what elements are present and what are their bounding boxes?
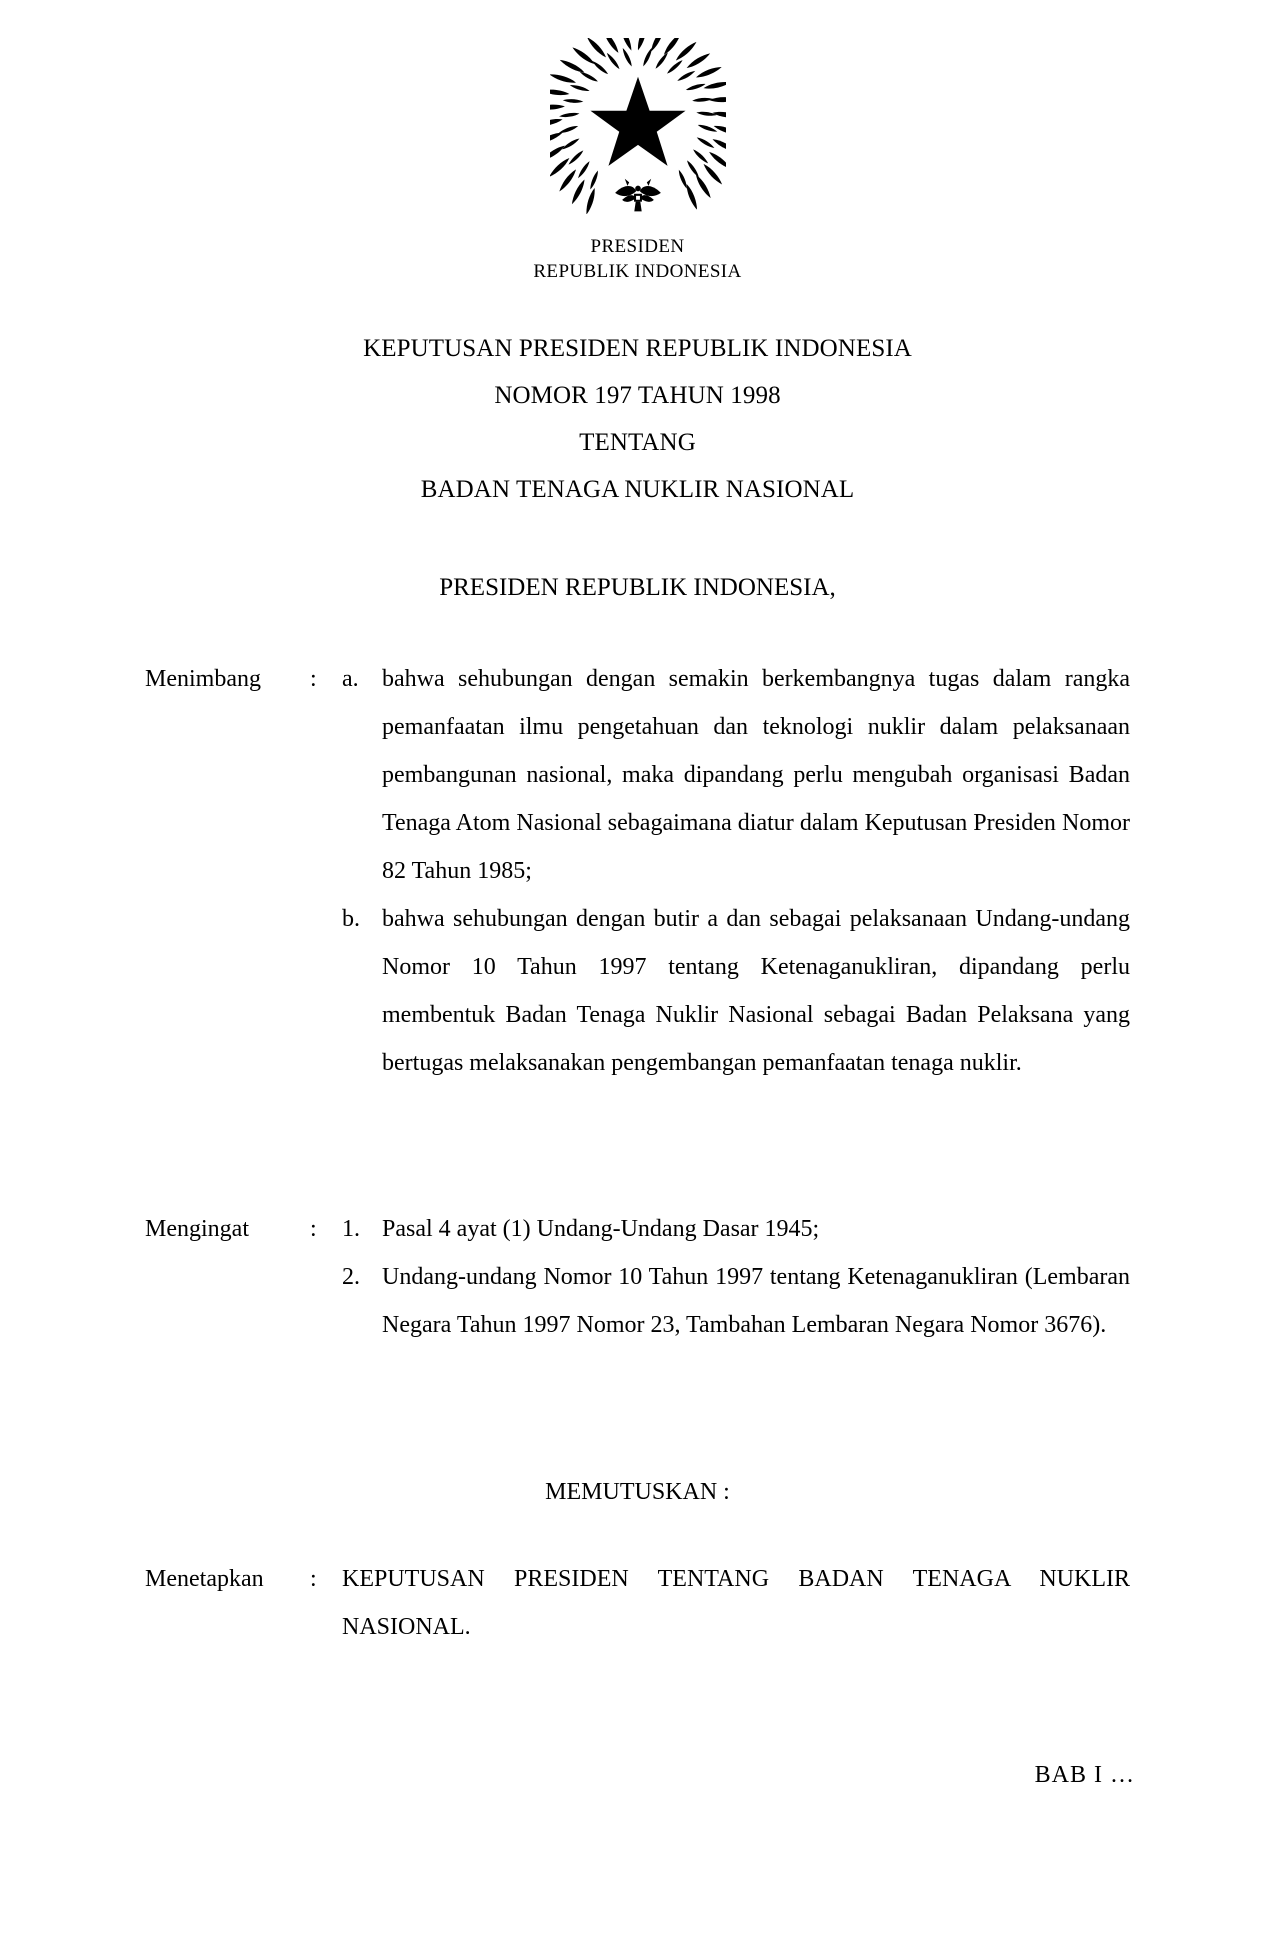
- clause-item-list: [342, 1555, 1130, 1651]
- clause-colon: :: [310, 1566, 317, 1592]
- clause-colon: :: [310, 1216, 317, 1242]
- item-text: Pasal 4 ayat (1) Undang-Undang Dasar 1945;: [382, 1216, 820, 1242]
- item-marker: 2.: [342, 1264, 360, 1290]
- clause-row: [145, 1205, 1130, 1349]
- indonesian-presidential-star-emblem-icon: [550, 38, 726, 214]
- emblem-container: [0, 38, 1275, 219]
- clause-row: [145, 1555, 1130, 1651]
- title-line-tentang: TENTANG: [579, 429, 696, 456]
- item-text: bahwa sehubungan dengan butir a dan sebagai pelaksanaan Undang-undang Nomor 10 Tahun 1997 tentang Ketenaganukliran, dipandang perlu membentuk Badan Tenaga Nuklir Nasional sebagai Badan Pelaksana yang bertugas melaksanakan pengembangan pemanfaatan tenaga nuklir.: [382, 906, 1130, 1076]
- list-item: [342, 895, 1130, 1087]
- list-item: [342, 1555, 1130, 1651]
- footer-continuation-note: BAB I …: [1034, 1762, 1135, 1788]
- clause-menetapkan: [145, 1555, 1130, 1651]
- memutuskan-heading: MEMUTUSKAN :: [545, 1479, 730, 1505]
- clause-mengingat: [145, 1205, 1130, 1349]
- clause-label-mengingat: Mengingat: [145, 1216, 249, 1242]
- title-line-subject: BADAN TENAGA NUKLIR NASIONAL: [420, 476, 855, 503]
- item-text: Undang-undang Nomor 10 Tahun 1997 tentang Ketenaganukliran (Lembaran Negara Tahun 1997 Nomor 23, Tambahan Lembaran Negara Nomor 3676).: [382, 1264, 1130, 1338]
- list-item: [342, 1205, 1130, 1253]
- header-line-presiden: PRESIDEN: [590, 236, 685, 257]
- page-title: [0, 325, 1275, 513]
- title-line-keputusan: KEPUTUSAN PRESIDEN REPUBLIK INDONESIA: [363, 335, 912, 362]
- clause-item-list: [342, 655, 1130, 1087]
- item-text: bahwa sehubungan dengan semakin berkembangnya tugas dalam rangka pemanfaatan ilmu pengetahuan dan teknologi nuklir dalam pelaksanaan pembangunan nasional, maka dipandang perlu mengubah organisasi Badan Tenaga Atom Nasional sebagaimana diatur dalam Keputusan Presiden Nomor 82 Tahun 1985;: [382, 666, 1130, 884]
- header-line-republik-indonesia: REPUBLIK INDONESIA: [533, 261, 742, 282]
- header-caption: [0, 234, 1275, 284]
- clause-label-menetapkan: Menetapkan: [145, 1566, 264, 1592]
- item-marker: 1.: [342, 1216, 360, 1242]
- clause-menimbang: [145, 655, 1130, 1087]
- list-item: [342, 655, 1130, 895]
- list-item: [342, 1253, 1130, 1349]
- clause-label-menimbang: Menimbang: [145, 666, 261, 692]
- title-line-nomor: NOMOR 197 TAHUN 1998: [494, 382, 781, 409]
- clause-colon: :: [310, 666, 317, 692]
- document-subtitle: PRESIDEN REPUBLIK INDONESIA,: [439, 574, 836, 601]
- clause-item-list: [342, 1205, 1130, 1349]
- item-marker: b.: [342, 906, 360, 932]
- clause-row: [145, 655, 1130, 1087]
- item-marker: a.: [342, 666, 359, 692]
- item-text: KEPUTUSAN PRESIDEN TENTANG BADAN TENAGA NUKLIR NASIONAL.: [342, 1566, 1130, 1640]
